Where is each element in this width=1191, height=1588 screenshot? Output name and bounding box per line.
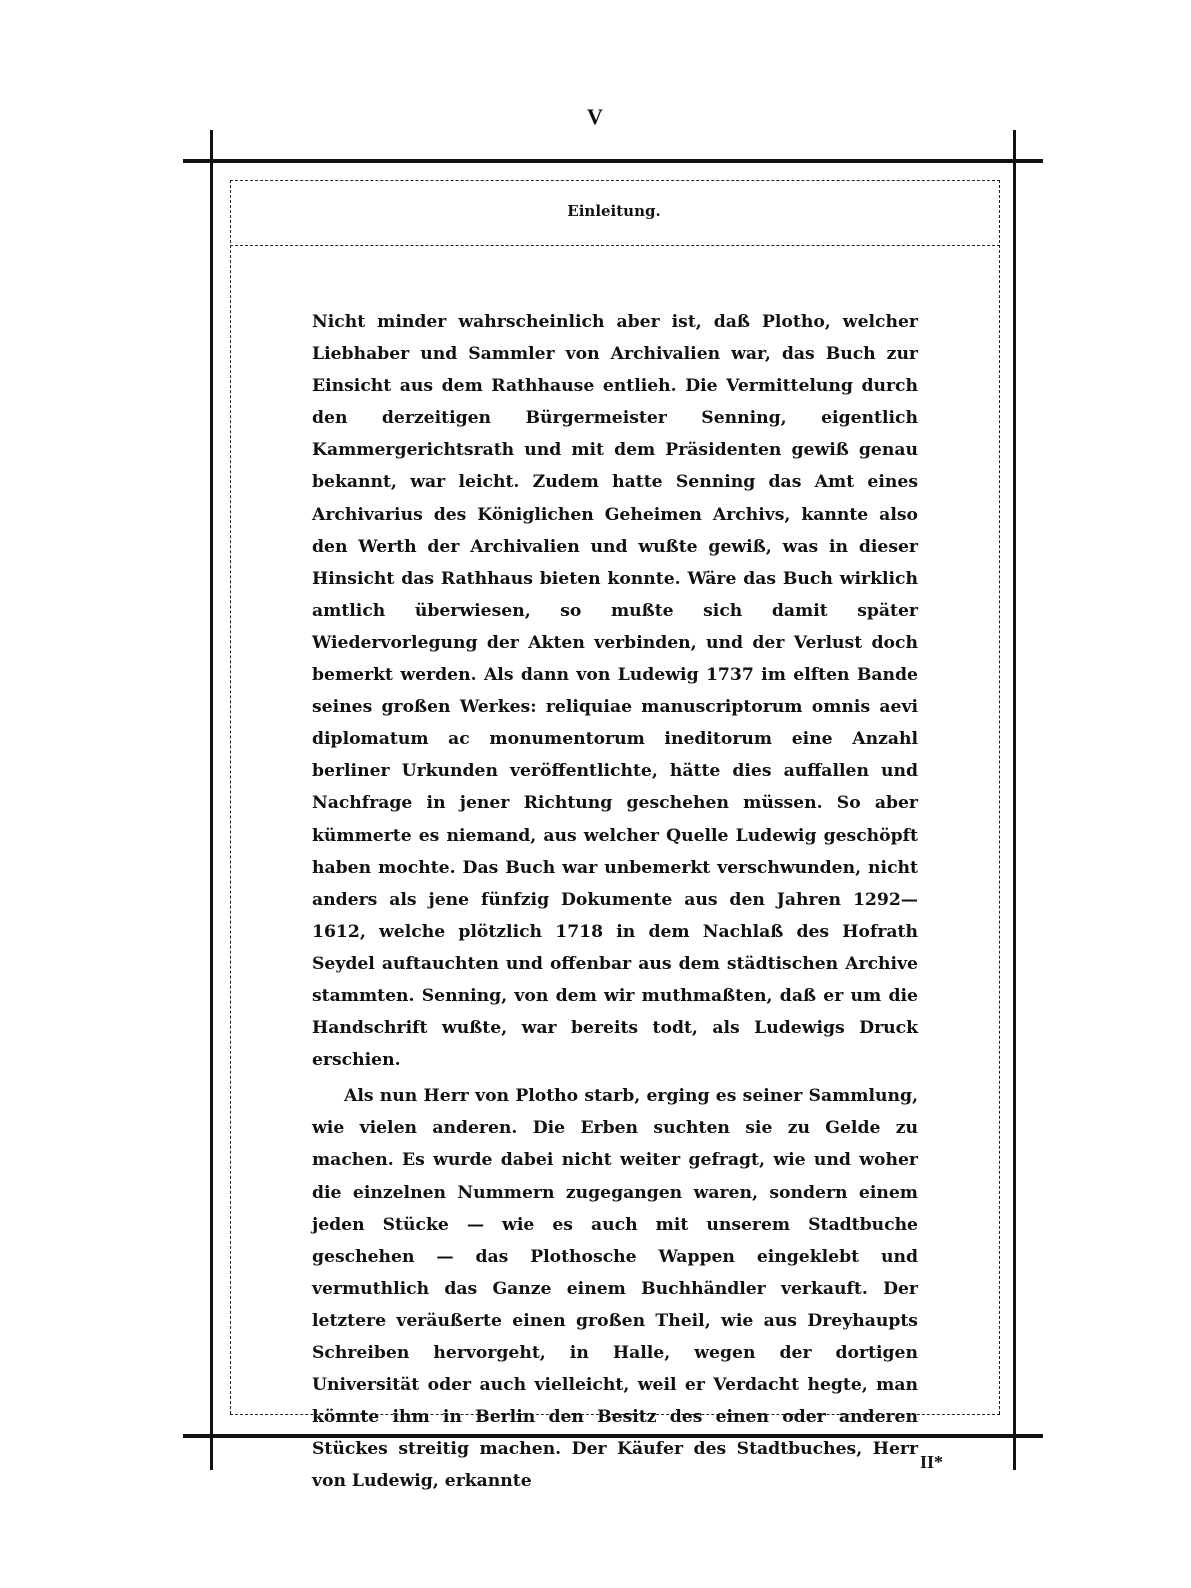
running-head: Einleitung. — [567, 202, 661, 220]
left-rule — [210, 130, 213, 1470]
signature-mark: II* — [920, 1452, 944, 1472]
right-rule — [1013, 130, 1016, 1470]
top-rule — [183, 159, 1043, 163]
paragraph-1: Nicht minder wahrscheinlich aber ist, daß Plotho, welcher Liebhaber und Sammler von Archivalien war, das Buch zur Einsicht aus dem Rathhause entlieh. Die Vermittelung durch den derzeitigen Bürgermeister Senning, eigentlich Kammergerichtsrath und mit dem Präsidenten gewiß genau bekannt, war leicht. Zudem hatte Senning das Amt eines Archivarius des Königlichen Geheimen Archivs, kannte also den Werth der Archivalien und wußte gewiß, was in dieser Hinsicht das Rathhaus bieten konnte. Wäre das Buch wirklich amtlich überwiesen, so mußte sich damit später Wiedervorlegung der Akten verbinden, und der Verlust doch bemerkt werden. Als dann von Ludewig 1737 im elften Bande seines großen Werkes: reliquiae manuscriptorum omnis aevi diplomatum ac monumentorum ineditorum eine Anzahl berliner Urkunden veröffentlichte, hätte dies auffallen und Nachfrage in jener Richtung geschehen müssen. So aber kümmerte es niemand, aus welcher Quelle Ludewig geschöpft haben mochte. Das Buch war unbemerkt verschwunden, nicht anders als jene fünfzig Dokumente aus den Jahren 1292—1612, welche plötzlich 1718 in dem Nachlaß des Hofrath Seydel auftauchten und offenbar aus dem städtischen Archive stammten. Senning, von dem wir muthmaßten, daß er um die Handschrift wußte, war bereits todt, als Ludewigs Druck erschien. — [312, 312, 918, 1071]
frame-top-dashed-line — [230, 180, 1000, 181]
body-text — [312, 306, 918, 1497]
header-divider-dashed-line — [230, 245, 1000, 246]
frame-left-dashed-line — [230, 180, 231, 1414]
paragraph-2: Als nun Herr von Plotho starb, erging es seiner Sammlung, wie vielen anderen. Die Erben suchten sie zu Gelde zu machen. Es wurde dabei nicht weiter gefragt, wie und woher die einzelnen Nummern zugegangen waren, sondern einem jeden Stücke — wie es auch mit unserem Stadtbuche geschehen — das Plothosche Wappen eingeklebt und vermuthlich das Ganze einem Buchhändler verkauft. Der letztere veräußerte einen großen Theil, wie aus Dreyhaupts Schreiben hervorgeht, in Halle, wegen der dortigen Universität oder auch vielleicht, weil er Verdacht hegte, man könnte ihm in Berlin den Besitz des einen oder anderen Stückes streitig machen. Der Käufer des Stadtbuches, Herr von Ludewig, erkannte — [312, 1086, 918, 1492]
page-number: V — [587, 104, 604, 129]
frame-right-dashed-line — [999, 180, 1000, 1414]
